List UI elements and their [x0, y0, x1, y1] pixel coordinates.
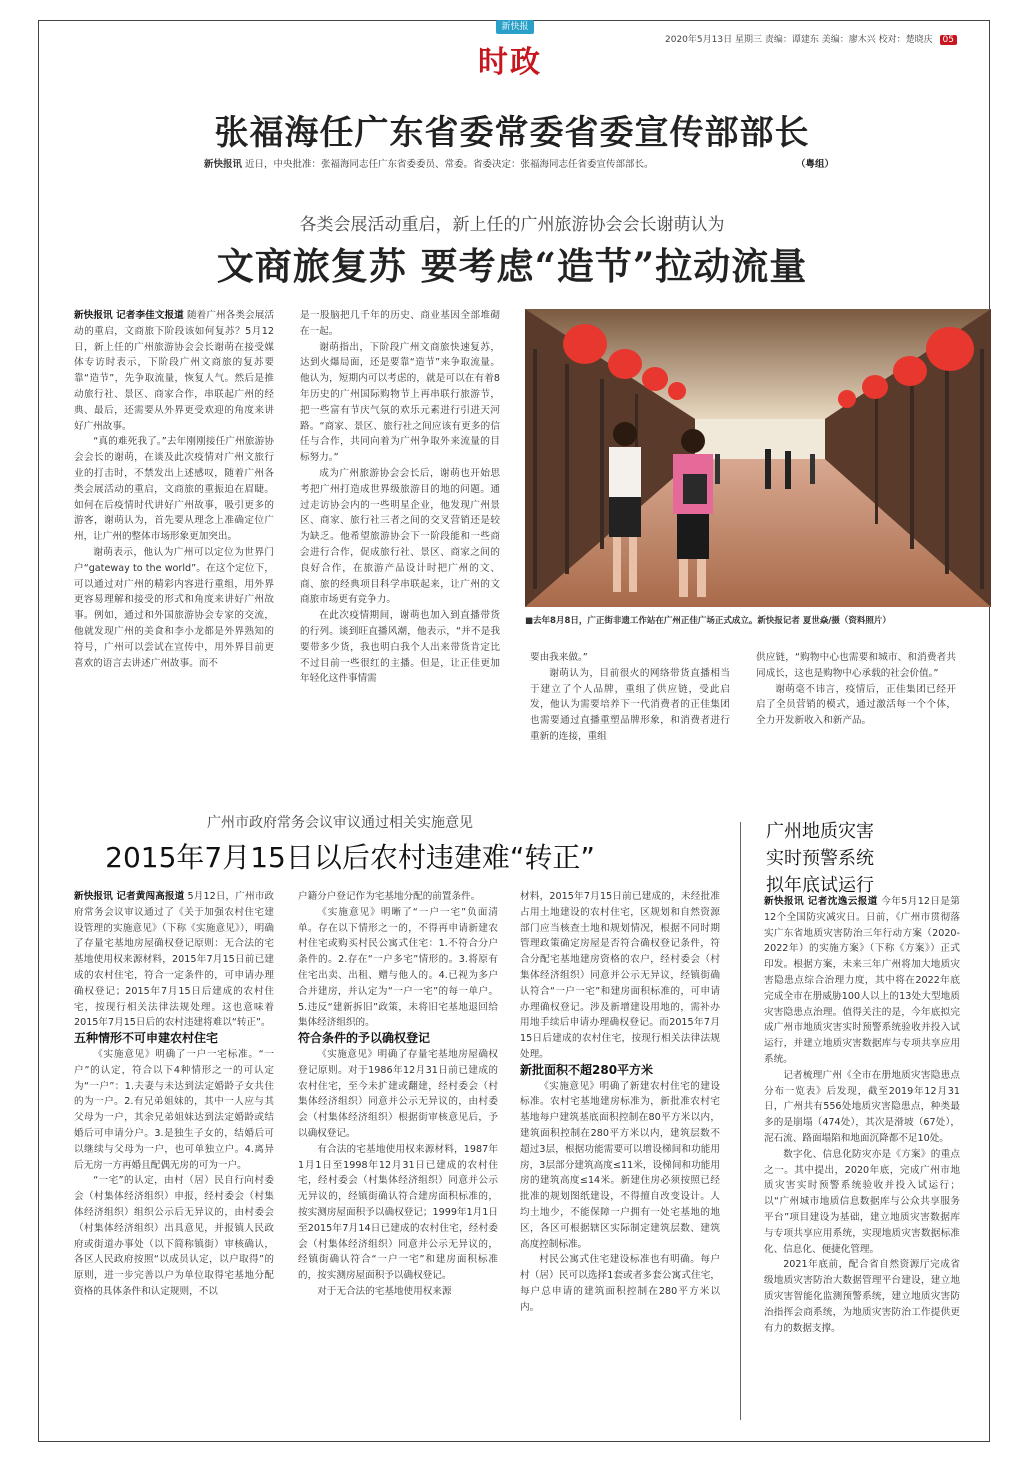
paragraph: 对于无合法的宅基地使用权来源 [317, 1285, 452, 1297]
paragraph: 村民公寓式住宅建设标准也有明确。每户村（居）民可以选择1套或者多套公寓式住宅，每户总申请的建筑面积控制在280平方米以内。 [520, 1254, 720, 1313]
newspaper-logo: 新快报 [496, 20, 534, 34]
paragraph: 有合法的宅基地使用权来源材料，1987年1月1日至1998年12月31日已建成的农村住宅，经村委会（村集体经济组织）同意并公示无异议的，经镇街确认符合建房面积标准的，按实测房屋面积予以确权登记；1999年1月1日至2015年7月14日已建成的农村住宅，经村委会（村集体经济组织）同意并公示无异议的，经镇街确认符合“一户一宅”和建房面积标准的，按实测房屋面积予以确权登记。 [298, 1143, 498, 1282]
paragraph: 谢萌认为，目前很火的网络带货直播相当于建立了个人品牌，重组了供应链，受此启发，他认为需要培养下一代消费者的正佳集团也需要通过直播重塑品牌形象，和消费者进行重新的连接，重组 [530, 667, 730, 742]
headline-line: 实时预警系统 [766, 848, 874, 869]
headline-line: 广州地质灾害 [766, 821, 874, 842]
paragraph: 谢萌指出，下阶段广州文商旅快速复苏，达到火爆局面，还是要靠“造节”来争取流量。他认为，短期内可以考虑的，就是可以在有着8年历史的广州国际购物节上再串联行旅游节，把一些富有节庆气氛的欢乐元素进行引进天河路。“商家、景区、旅行社之间应该有更多的信任与合作，共同向着为广州争取外来流量的目标努力。” [300, 341, 500, 464]
article2-column-2 [300, 308, 500, 760]
article1-lead [204, 156, 654, 170]
paragraph: 记者梳理广州《全市在册地质灾害隐患点分布一览表》后发现，截至2019年12月31日，广州共有556处地质灾害隐患点，种类最多的是崩塌（474处），其次是滑坡（67处），泥石流、路面塌陷和地面沉降都不足10处。 [764, 1069, 960, 1144]
article2-column-3 [530, 650, 730, 760]
paragraph: 《实施意见》明晰了“一户一宅”负面清单。存在以下情形之一的，不得再申请新建农村住宅或购买村民公寓式住宅：1.不符合分户条件的。2.存在“一户多宅”情形的。3.将原有住宅出卖、出租、赠与他人的。4.已视为多户合并建房，并认定为“一户一宅”的每一单户。5.违反“建新拆旧”政策，未将旧宅基地退回给集体经济组织的。 [298, 906, 498, 1029]
page-number-badge: 05 [940, 35, 957, 45]
paragraph: 2021年底前，配合省自然资源厅完成省级地质灾害防治大数据管理平台建设，建立地质灾害智能化监测预警系统，建立地质灾害防治指挥会商系统，为地质灾害防治工作提供更有力的数据支撑。 [764, 1259, 960, 1334]
paragraph: 《实施意见》明确了一户一宅标准。“一户”的认定，符合以下4种情形之一的可认定为“一户”：1.夫妻与未达到法定婚龄子女共住的为一户。2.有兄弟姐妹的，其中一人应与其父母为一户，其余兄弟姐妹达到法定婚龄或结婚后可申请分户。3.是独生子女的，结婚后可以继续与父母为一户，也可单独立户。4.离异后无房一方再婚且配偶无房的可为一户。 [74, 1048, 274, 1171]
paragraph: 新快报讯 记者沈逸云报道 今年5月12日是第12个全国防灾减灾日。日前，《广州市贯彻落实广东省地质灾害防治三年行动方案（2020-2022年）的实施方案》（下称《方案》）正式印发。根据方案，未来三年广州将加大地质灾害隐患点综合治理力度，其中将在2022年底完成全市在册威胁100人以上的13处大型地质灾害隐患点治理。值得关注的是，今年底拟完成广州市地质灾害实时预警系统验收并投入试运行，并建立地质灾害数据库与专项共享应用系统。 [764, 896, 960, 1065]
paragraph: 户籍分户登记作为宅基地分配的前置条件。 [298, 891, 481, 902]
paragraph: “真的难死我了。”去年刚刚接任广州旅游协会会长的谢萌，在谈及此次疫情对广州文旅行业的打击时，不禁发出上述感叹，随着广州各类会展活动的重启，文商旅的重振迫在眉睫。如何在后疫情时代讲好广州故事，吸引更多的游客，谢萌认为，首先要从理念上准确定位广州，让广州的整体市场形象更加突出。 [74, 436, 274, 543]
article3-column-3 [520, 889, 720, 1417]
article3-column-2 [298, 889, 498, 1417]
paragraph: 新快报讯 记者李佳文报道 随着广州各类会展活动的重启，文商旅下阶段该如何复苏？5月12日，新上任的广州旅游协会会长谢萌在接受媒体专访时表示，下阶段广州文商旅的复苏要靠“造节”，先争取流量，恢复人气。然后是推动旅行社、景区、商家合作，串联起广州的经典、最后，还需要从外界更受欢迎的角度来讲好广州故事。 [74, 310, 274, 432]
paragraph: 材料，2015年7月15日前已建成的，未经批准占用土地建设的农村住宅，区规划和自然资源部门应当核查土地和规划情况，根据不同时期管理政策确定房屋是否符合确权登记条件，符合分配宅基地建房资格的农户，经村委会（村集体经济组织）同意并公示无异议，经镇街确认符合“一户一宅”和建房面积标准的，可申请办理确权登记。涉及新增建设用地的，需补办用地手续后申请办理确权登记。而2015年7月15日后建成的农村住宅，按现行相关法律法规处理。 [520, 891, 720, 1060]
article3-column-1 [74, 889, 274, 1417]
photo-caption: ■去年8月8日，广正街非遗工作站在广州正佳广场正式成立。新快报记者 夏世焱/摄（资料照片） [525, 616, 891, 626]
column-divider [740, 822, 741, 1420]
article2-column-1 [74, 308, 274, 760]
paragraph: 是一股脑把几千年的历史、商业基因全部堆砌在一起。 [300, 310, 500, 337]
editor-credit: 责编：谭建东 [764, 35, 819, 45]
subheading: 新批面积不超280平方米 [520, 1062, 654, 1077]
article2-column-4 [756, 650, 956, 760]
article4-headline [766, 818, 874, 899]
paragraph: 成为广州旅游协会会长后，谢萌也开始思考把广州打造成世界级旅游目的地的问题。通过走访协会内的一些明星企业，他发现广州景区、商家、旅行社三者之间的交叉营销还是较为缺乏。他希望旅游协会下一阶段能和一些商会进行合作，促成旅行社、景区、商家之间的良好合作，在旅游产品设计时把广州的文、商、旅的经典项目科学串联起来，让广州的文商旅市场更有竞争力。 [300, 467, 500, 606]
article1-text: 近日，中央批准：张福海同志任广东省委委员、常委。省委决定：张福海同志任省委宣传部部长。 [245, 159, 654, 170]
article1-byline: （粤组） [796, 159, 835, 170]
article3-byline: 新快报讯 记者黄闯高报道 [74, 891, 185, 902]
article1-headline: 张福海任广东省委常委省委宣传部部长 [214, 113, 810, 153]
section-title: 时政 [478, 45, 542, 80]
article3-headline: 2015年7月15日以后农村违建难“转正” [105, 841, 595, 874]
article3-kicker: 广州市政府常务会议审议通过相关实施意见 [207, 815, 473, 831]
subheading: 符合条件的予以确权登记 [298, 1031, 431, 1046]
page-header-info [665, 32, 957, 45]
paragraph: 《实施意见》明确了新建农村住宅的建设标准。农村宅基地建房标准为，新批准农村宅基地每户建筑基底面积控制在80平方米以内，建筑面积控制在280平方米以内，建筑层数不超过3层，根据功能需要可以增设梯间和功能用房，3层部分建筑高度≤11米，设梯间和功能用房的建筑高度≤14米。新建住房必须按照已经批准的规划图纸建设，不得擅自改变设计。人均土地少，不能保障一户拥有一处宅基地的地区，各区可根据辖区实际制定建筑层数、建筑高度控制标准。 [520, 1080, 720, 1250]
article1-source: 新快报讯 [204, 159, 243, 170]
paragraph: “一宅”的认定，由村（居）民自行向村委会（村集体经济组织）申报，经村委会（村集体经济组织）组织公示后无异议的，由村委会（村集体经济组织）出具意见，并报镇人民政府或街道办事处（以下简称镇街）审核确认，各区人民政府按照“以成员认定，以户取得”的原则，进一步完善以户为单位取得宅基地分配资格的具体条件和认定规则，不以 [74, 1175, 274, 1297]
paragraph: 供应链，“购物中心也需要和城市、和消费者共同成长，这也是购物中心承载的社会价值。” [756, 652, 956, 679]
paragraph: 谢萌毫不讳言，疫情后，正佳集团已经开启了全员营销的模式，通过激活每一个个体，全力开发新收入和新产品。 [756, 683, 956, 727]
designer-credit: 美编：廖木兴 [821, 35, 876, 45]
article2-byline: 新快报讯 记者李佳文报道 [74, 310, 184, 321]
article2-headline: 文商旅复苏 要考虑“造节”拉动流量 [216, 244, 808, 288]
paragraph: 要由我来做。” [530, 652, 588, 663]
article2-kicker: 各类会展活动重启，新上任的广州旅游协会会长谢萌认为 [299, 215, 725, 235]
paragraph: 在此次疫情期间，谢萌也加入到直播带货的行列。谈到旺直播风潮，他表示，“并不是我要带多少货，我也明白我个人出来带货肯定比不过目前一些很红的主播。但是，让正佳更加年轻化这件事情需 [300, 610, 500, 685]
article4-column [764, 894, 960, 1418]
issue-date: 2020年5月13日 星期三 [665, 35, 762, 45]
article4-byline: 新快报讯 记者沈逸云报道 [764, 896, 878, 907]
mall-corridor-photo [525, 309, 991, 607]
subheading: 五种情形不可申建农村住宅 [74, 1031, 219, 1046]
headline-line: 拟年底试运行 [766, 875, 874, 896]
proof-credit: 校对：楚晓庆 [878, 35, 933, 45]
article2-photo [525, 309, 991, 607]
paragraph: 谢萌表示，他认为广州可以定位为世界门户“gateway to the world”。在这个定位下，可以通过对广州的精彩内容进行重组，用外界更容易理解和接受的形式和角度来讲好广州故事。例如，通过和外国旅游协会专家的交流，他就发现广州的美食和李小龙都是外界熟知的符号，广州可以尝试在宣传中，用外界目前更喜欢的语言去讲述广州故事。而不 [74, 546, 274, 669]
paragraph: 数字化、信息化防灾亦是《方案》的重点之一。其中提出，2020年底，完成广州市地质灾害实时预警系统验收并投入试运行；以“广州城市地质信息数据库与公众共享服务平台”项目建设为基础，建立地质灾害数据库与专项共享应用系统，实现地质灾害数据标准化、信息化、便捷化管理。 [764, 1148, 960, 1255]
paragraph: 《实施意见》明确了存量宅基地房屋确权登记原则。对于1986年12月31日前已建成的农村住宅，至今未扩建或翻建，经村委会（村集体经济组织）同意并公示无异议的，由村委会（村集体经济组织）根据街审核意见后，予以确权登记。 [298, 1048, 498, 1139]
paragraph: 新快报讯 记者黄闯高报道 5月12日，广州市政府常务会议审议通过了《关于加强农村住宅建设管理的实施意见》（下称《实施意见》），明确了存量宅基地房屋确权登记原则：无合法的宅基地使用权来源材料，2015年7月15日前已建成的农村住宅，符合一定条件的，可申请办理确权登记；2015年7月15日后建成的农村住宅，按现行相关法律法规处理。这也意味着2015年7月15日后的农村违建将难以“转正”。 [74, 891, 274, 1029]
